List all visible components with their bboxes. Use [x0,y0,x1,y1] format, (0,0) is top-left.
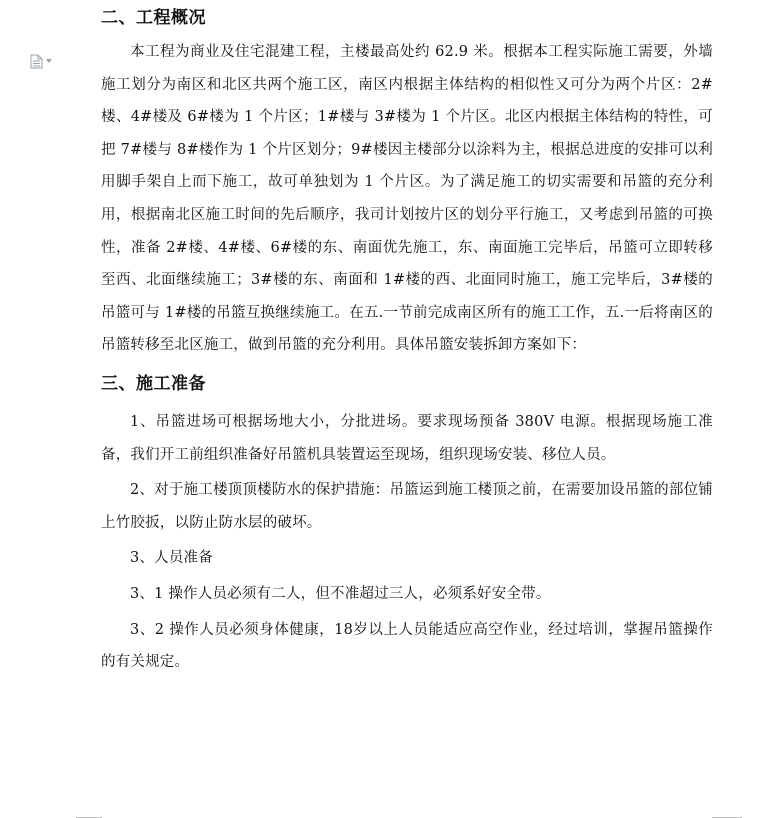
overview-paragraph: 本工程为商业及住宅混建工程，主楼最高处约 62.9 米。根据本工程实际施工需要，外墙施工划分为南区和北区共两个施工区，南区内根据主体结构的相似性又可分为两个片区：2#楼、4#楼及 6#楼为 1 个片区；1#楼与 3#楼为 1 个片区。北区内根据主体结构的特性，可把 7#楼与 8#楼作为 1 个片区划分；9#楼因主楼部分以涂料为主，根据总进度的安排可以利用脚手架自上而下施工，故可单独划为 1 个片区。为了满足施工的切实需要和吊篮的充分利用，根据南北区施工时间的先后顺序，我司计划按片区的划分平行施工，又考虑到吊篮的可换性，准备 2#楼、4#楼、6#楼的东、南面优先施工，东、南面施工完毕后，吊篮可立即转移至西、北面继续施工；3#楼的东、南面和 1#楼的西、北面同时施工，施工完毕后，3#楼的吊篮可与 1#楼的吊篮互换继续施工。在五.一节前完成南区所有的施工工作，五.一后将南区的吊篮转移至北区施工，做到吊篮的充分利用。具体吊篮安装拆卸方案如下： [101,44,713,354]
preparation-item: 3、人员准备 [130,550,213,567]
file-glyph [30,54,43,69]
chevron-down-icon [46,59,52,63]
preparation-item: 3、1 操作人员必须有二人，但不准超过三人，必须系好安全带。 [130,585,551,602]
section-heading-preparation: 三、施工准备 [101,373,206,394]
preparation-item: 3、2 操作人员必须身体健康，18岁以上人员能适应高空作业，经过培训，掌握吊篮操作的有关规定。 [101,621,713,671]
section-heading-overview: 二、工程概况 [101,8,206,28]
document-icon[interactable] [30,54,54,68]
preparation-item: 2、对于施工楼顶顶楼防水的保护措施：吊篮运到施工楼顶之前，在需要加设吊篮的部位铺上竹胶扳，以防止防水层的破坏。 [101,482,713,531]
preparation-item: 1、吊篮进场可根据场地大小，分批进场。要求现场预备 380V 电源。根据现场施工准备，我们开工前组织准备好吊篮机具装置运至现场，组织现场安装、移位人员。 [101,413,713,463]
document-body [101,0,713,679]
